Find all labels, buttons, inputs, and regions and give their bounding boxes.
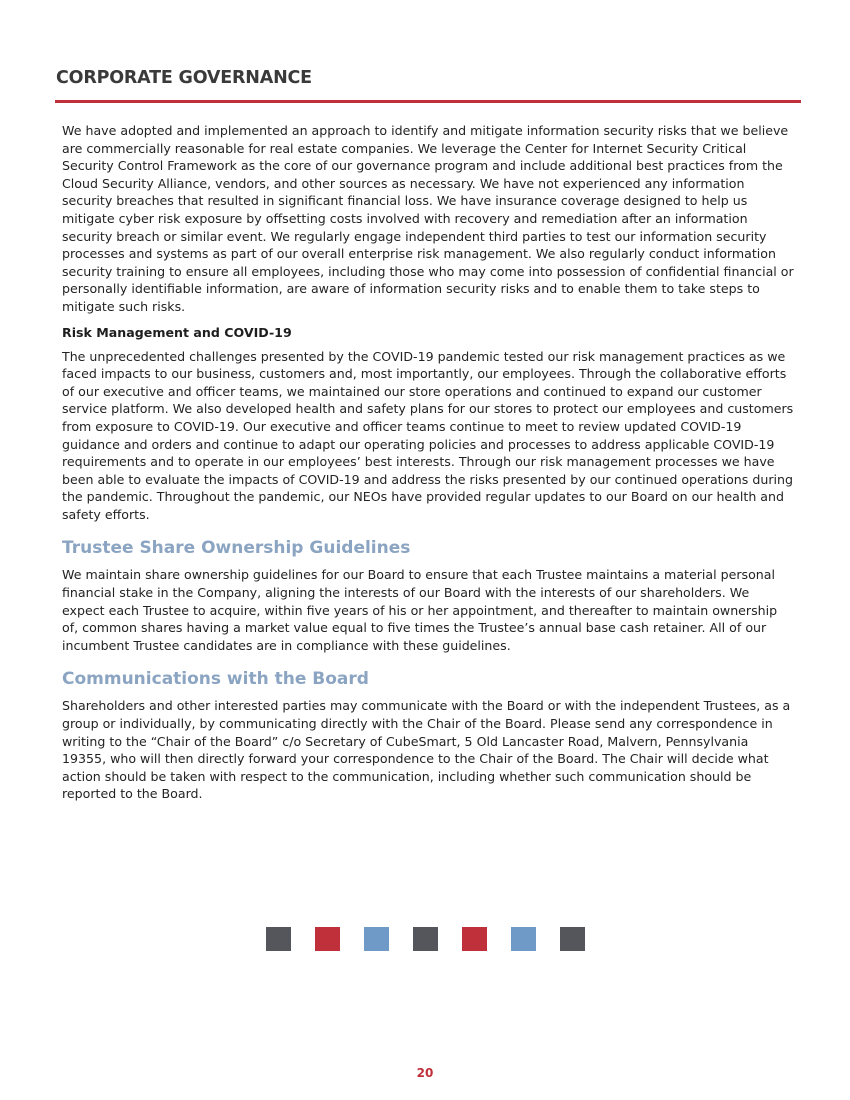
- decor-square: [511, 927, 536, 951]
- decor-square: [364, 927, 389, 951]
- decor-square: [560, 927, 585, 951]
- decor-square: [315, 927, 340, 951]
- trustee-guidelines-paragraph: We maintain share ownership guidelines for our Board to ensure that each Trustee maintains a material personal financial stake in the Company, aligning the interests of our Board with the interests of our shareholders. We expect each Trustee to acquire, within five years of his or her appointment, and thereafter to maintain ownership of, common shares having a market value equal to five times the Trustee’s annual base cash retainer. All of our incumbent Trustee candidates are in compliance with these guidelines.: [62, 567, 778, 653]
- trustee-guidelines-heading: Trustee Share Ownership Guidelines: [62, 538, 411, 559]
- title-divider: [55, 100, 801, 103]
- page-title: CORPORATE GOVERNANCE: [56, 68, 312, 88]
- communications-paragraph: Shareholders and other interested parties may communicate with the Board or with the independent Trustees, as a group or individually, by communicating directly with the Chair of the Board. Please send any correspondence in writing to the “Chair of the Board” c/o Secretary of CubeSmart, 5 Old Lancaster Road, Malvern, Pennsylvania 19355, who will then directly forward your correspondence to the Chair of the Board. The Chair will decide what action should be taken with respect to the communication, including whether such communication should be reported to the Board.: [62, 698, 791, 802]
- decor-square: [413, 927, 438, 951]
- risk-management-paragraph: The unprecedented challenges presented by the COVID-19 pandemic tested our risk management practices as we faced impacts to our business, customers and, most importantly, our employees. Through the collaborative efforts of our executive and officer teams, we maintained our store operations and continued to expand our customer service platform. We also developed health and safety plans for our stores to protect our employees and customers from exposure to COVID-19. Our executive and officer teams continue to meet to review updated COVID-19 guidance and orders and continue to adapt our operating policies and processes to address applicable COVID-19 requirements and to operate in our employees’ best interests. Through our risk management processes we have been able to evaluate the impacts of COVID-19 and address the risks presented by our continued operations during the pandemic. Throughout the pandemic, our NEOs have provided regular updates to our Board on our health and safety efforts.: [62, 348, 794, 522]
- main-content: [62, 122, 794, 811]
- intro-paragraph: We have adopted and implemented an approach to identify and mitigate information security risks that we believe are commercially reasonable for real estate companies. We leverage the Center for Internet Security Critical Security Control Framework as the core of our governance program and include additional best practices from the Cloud Security Alliance, vendors, and other sources as necessary. We have not experienced any information security breaches that resulted in significant financial loss. We have insurance coverage designed to help us mitigate cyber risk exposure by offsetting costs involved with recovery and remediation after an information security breach or similar event. We regularly engage independent third parties to test our information security processes and systems as part of our overall enterprise risk management. We also regularly conduct information security training to ensure all employees, including those who may come into possession of confidential financial or personally identifiable information, are aware of information security risks and to enable them to take steps to mitigate such risks.: [62, 123, 794, 314]
- decorative-squares: [266, 927, 585, 951]
- decor-square: [266, 927, 291, 951]
- risk-management-subheading: Risk Management and COVID-19: [62, 324, 292, 340]
- communications-heading: Communications with the Board: [62, 669, 369, 690]
- page-number: 20: [416, 1066, 434, 1080]
- decor-square: [462, 927, 487, 951]
